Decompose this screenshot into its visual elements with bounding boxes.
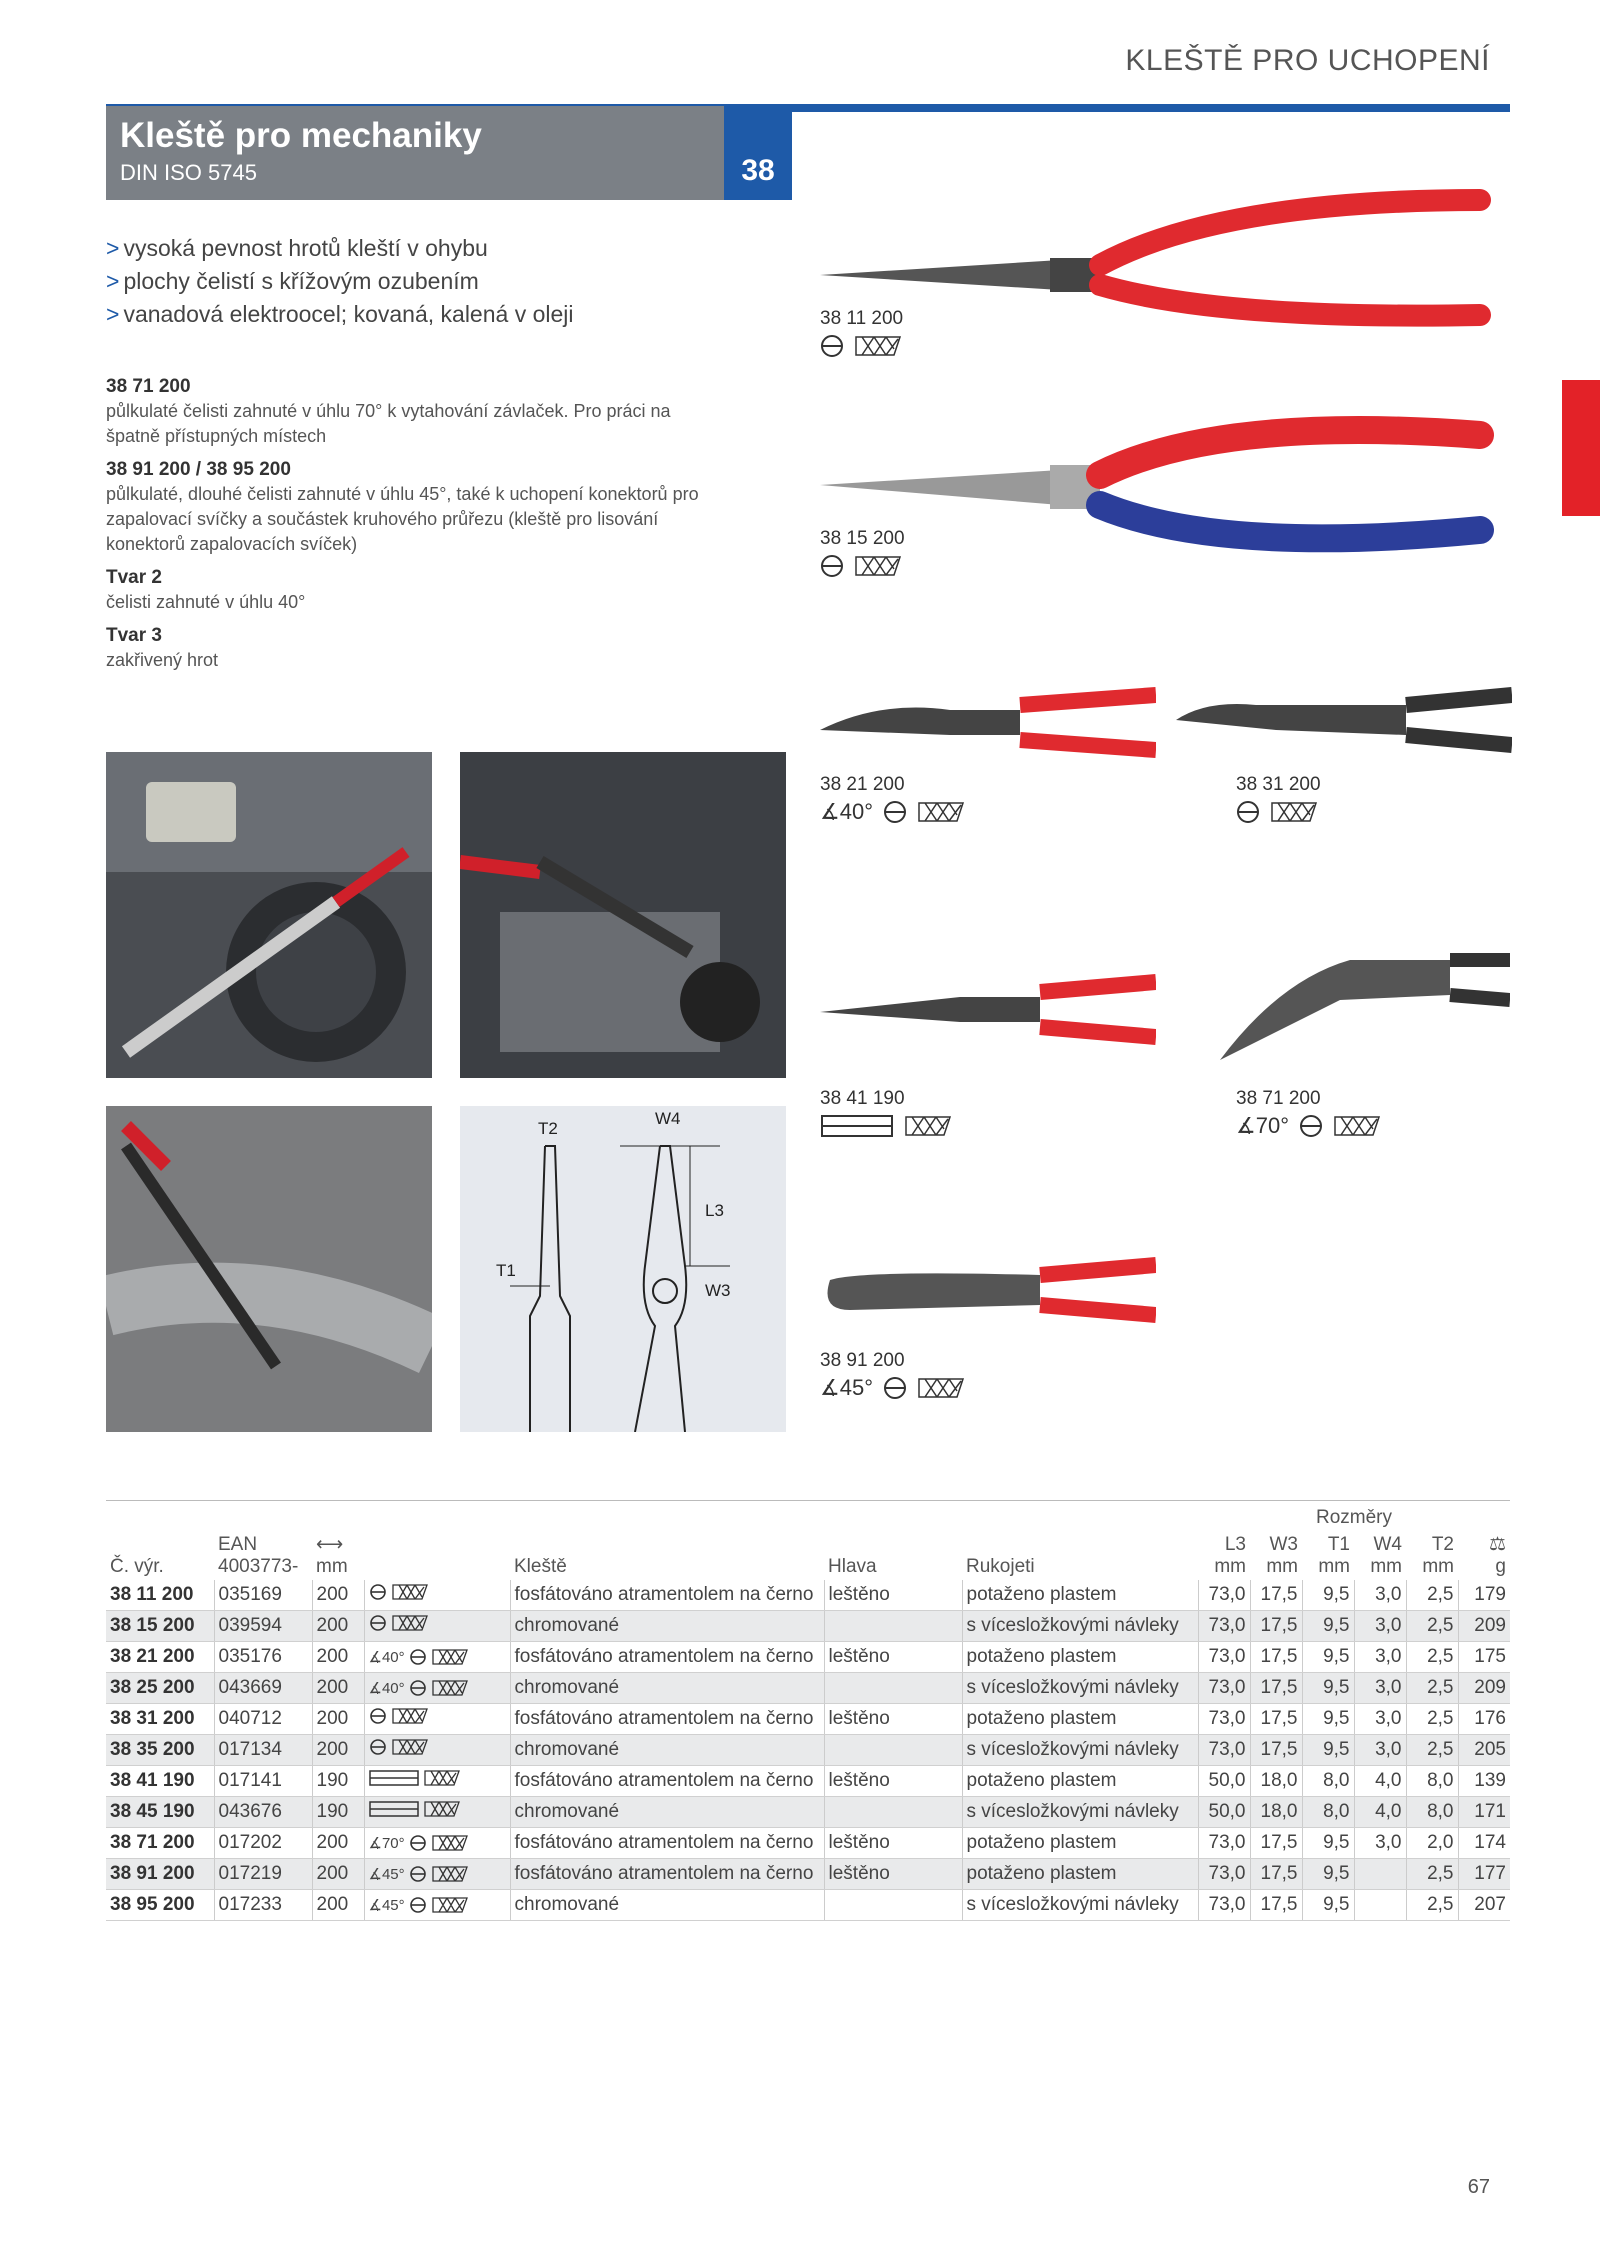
description-text: čelisti zahnuté v úhlu 40° — [106, 592, 306, 612]
cell-length: 200 — [312, 1890, 364, 1921]
cell-t2: 2,5 — [1406, 1735, 1458, 1766]
cell-weight: 207 — [1458, 1890, 1510, 1921]
cell-length: 200 — [312, 1828, 364, 1859]
cell-ean: 040712 — [214, 1704, 312, 1735]
cell-code: 38 71 200 — [106, 1828, 214, 1859]
col-ean: EAN 4003773- — [218, 1534, 299, 1577]
product-code: 38 15 200 — [820, 528, 905, 549]
table-row — [106, 1735, 1510, 1766]
table-row — [106, 1704, 1510, 1735]
cell-w3: 17,5 — [1250, 1828, 1302, 1859]
cell-l3: 50,0 — [1198, 1797, 1250, 1828]
dim-label: T1 — [496, 1261, 516, 1280]
cell-head — [824, 1797, 962, 1828]
feature-item: > vanadová elektroocel; kovaná, kalená v oleji — [106, 301, 574, 327]
cell-t2: 2,5 — [1406, 1704, 1458, 1735]
scale-icon: ⚖ — [1488, 1534, 1506, 1555]
half-round-jaw-icon — [883, 1376, 907, 1400]
cell-symbols — [364, 1797, 510, 1828]
length-arrow-icon: ⟷ — [316, 1534, 344, 1555]
cell-w4: 3,0 — [1354, 1828, 1406, 1859]
table-row — [106, 1859, 1510, 1890]
cell-handle: potaženo plastem — [962, 1580, 1198, 1611]
col-head: Hlava — [828, 1556, 877, 1577]
cell-t1: 9,5 — [1302, 1828, 1354, 1859]
bullet-arrow-icon: > — [106, 235, 120, 261]
half-round-jaw-icon — [820, 334, 844, 358]
product-code: 38 31 200 — [1236, 774, 1321, 795]
cell-l3: 73,0 — [1198, 1890, 1250, 1921]
cell-t1: 9,5 — [1302, 1642, 1354, 1673]
cell-code: 38 41 190 — [106, 1766, 214, 1797]
cell-symbols — [364, 1704, 510, 1735]
cell-handle: potaženo plastem — [962, 1828, 1198, 1859]
spec-table — [106, 1500, 1510, 1921]
cell-code: 38 95 200 — [106, 1890, 214, 1921]
cell-symbols — [364, 1859, 510, 1890]
cell-w3: 17,5 — [1250, 1611, 1302, 1642]
cross-serration-icon — [854, 335, 902, 357]
product-symbols — [820, 332, 902, 360]
product-symbols — [1236, 1112, 1381, 1140]
col-t2: T2 mm — [1422, 1534, 1454, 1577]
cell-head — [824, 1735, 962, 1766]
cell-t2: 2,0 — [1406, 1828, 1458, 1859]
product-symbols — [1236, 798, 1318, 826]
cell-handle: s vícesložkovými návleky — [962, 1735, 1198, 1766]
cross-serration-icon — [391, 1583, 429, 1601]
cell-code: 38 91 200 — [106, 1859, 214, 1890]
cell-t1: 9,5 — [1302, 1580, 1354, 1611]
cell-ean: 017141 — [214, 1766, 312, 1797]
half-round-jaw-icon — [369, 1614, 387, 1632]
cell-t2: 2,5 — [1406, 1580, 1458, 1611]
cross-serration-icon — [431, 1896, 469, 1914]
cell-w4: 3,0 — [1354, 1642, 1406, 1673]
flat-jaw-icon — [369, 1800, 419, 1818]
product-code: 38 71 200 — [1236, 1088, 1321, 1109]
cell-w3: 17,5 — [1250, 1580, 1302, 1611]
engine-photo-1 — [106, 752, 432, 1078]
cell-ean: 043676 — [214, 1797, 312, 1828]
col-l3: L3 mm — [1214, 1534, 1246, 1577]
cell-length: 200 — [312, 1642, 364, 1673]
product-code: 38 11 200 — [820, 308, 904, 329]
cell-length: 200 — [312, 1735, 364, 1766]
cross-serration-icon — [1333, 1115, 1381, 1137]
cell-plier: fosfátováno atramentolem na černo — [510, 1704, 824, 1735]
cell-w4 — [1354, 1859, 1406, 1890]
table-row — [106, 1890, 1510, 1921]
angle-icon: ∡70° — [1236, 1113, 1290, 1138]
product-symbols — [820, 798, 965, 826]
cell-t1: 9,5 — [1302, 1890, 1354, 1921]
cell-code: 38 25 200 — [106, 1673, 214, 1704]
cell-t2: 2,5 — [1406, 1611, 1458, 1642]
angle-icon: ∡70° — [368, 1835, 405, 1852]
cell-head — [824, 1890, 962, 1921]
cell-ean: 017134 — [214, 1735, 312, 1766]
cross-serration-icon — [423, 1769, 461, 1787]
dim-label: W3 — [705, 1281, 731, 1300]
cell-symbols — [364, 1611, 510, 1642]
cell-weight: 175 — [1458, 1642, 1510, 1673]
cell-w3: 17,5 — [1250, 1673, 1302, 1704]
feature-list — [106, 232, 574, 331]
description-block — [106, 366, 706, 673]
bullet-arrow-icon: > — [106, 301, 120, 327]
col-plier: Kleště — [514, 1556, 567, 1577]
half-round-jaw-icon — [409, 1648, 427, 1666]
cell-handle: potaženo plastem — [962, 1642, 1198, 1673]
cell-handle: s vícesložkovými návleky — [962, 1890, 1198, 1921]
product-item — [1236, 960, 1572, 1140]
angle-icon: ∡45° — [368, 1897, 405, 1914]
cell-t1: 9,5 — [1302, 1673, 1354, 1704]
cell-w3: 18,0 — [1250, 1797, 1302, 1828]
cross-serration-icon — [391, 1614, 429, 1632]
cell-t1: 9,5 — [1302, 1611, 1354, 1642]
table-row — [106, 1673, 1510, 1704]
cell-plier: chromované — [510, 1890, 824, 1921]
cell-symbols — [364, 1580, 510, 1611]
page-tab-marker — [1562, 380, 1600, 516]
product-item — [820, 400, 1156, 580]
cell-weight: 139 — [1458, 1766, 1510, 1797]
cell-ean: 035176 — [214, 1642, 312, 1673]
cell-handle: potaženo plastem — [962, 1704, 1198, 1735]
cell-plier: chromované — [510, 1611, 824, 1642]
cell-weight: 179 — [1458, 1580, 1510, 1611]
cross-serration-icon — [854, 555, 902, 577]
cross-serration-icon — [431, 1865, 469, 1883]
cross-serration-icon — [391, 1738, 429, 1756]
cell-l3: 73,0 — [1198, 1580, 1250, 1611]
cell-code: 38 11 200 — [106, 1580, 214, 1611]
dim-label: T2 — [538, 1119, 558, 1138]
cell-symbols — [364, 1642, 510, 1673]
bullet-arrow-icon: > — [106, 268, 120, 294]
product-symbols — [820, 1112, 952, 1140]
cell-plier: fosfátováno atramentolem na černo — [510, 1642, 824, 1673]
product-item — [820, 646, 1156, 826]
cell-w4: 3,0 — [1354, 1611, 1406, 1642]
section-title: KLEŠTĚ PRO UCHOPENÍ — [1125, 44, 1490, 77]
table-row — [106, 1642, 1510, 1673]
cell-w3: 17,5 — [1250, 1890, 1302, 1921]
cell-length: 200 — [312, 1580, 364, 1611]
cell-l3: 73,0 — [1198, 1828, 1250, 1859]
cell-handle: s vícesložkovými návleky — [962, 1797, 1198, 1828]
cell-ean: 017202 — [214, 1828, 312, 1859]
description-title: Tvar 3 — [106, 625, 162, 646]
col-code: Č. výr. — [110, 1556, 164, 1577]
table-body — [106, 1580, 1510, 1921]
table-row — [106, 1766, 1510, 1797]
cell-head — [824, 1611, 962, 1642]
cross-serration-icon — [431, 1648, 469, 1666]
cell-head: leštěno — [824, 1580, 962, 1611]
half-round-jaw-icon — [1236, 800, 1260, 824]
angle-icon: ∡45° — [820, 1375, 874, 1400]
half-round-jaw-icon — [820, 554, 844, 578]
cell-t2: 2,5 — [1406, 1642, 1458, 1673]
cell-weight: 174 — [1458, 1828, 1510, 1859]
cell-ean: 035169 — [214, 1580, 312, 1611]
cell-w4: 3,0 — [1354, 1704, 1406, 1735]
cell-length: 200 — [312, 1673, 364, 1704]
feature-item: > vysoká pevnost hrotů kleští v ohybu — [106, 235, 488, 261]
cell-w3: 18,0 — [1250, 1766, 1302, 1797]
table-row — [106, 1611, 1510, 1642]
cell-code: 38 31 200 — [106, 1704, 214, 1735]
chapter-number: 38 — [724, 106, 792, 200]
cross-serration-icon — [431, 1834, 469, 1852]
cell-t2: 8,0 — [1406, 1797, 1458, 1828]
cell-head: leštěno — [824, 1704, 962, 1735]
cell-l3: 73,0 — [1198, 1673, 1250, 1704]
cell-t2: 2,5 — [1406, 1859, 1458, 1890]
feature-item: > plochy čelistí s křížovým ozubením — [106, 268, 479, 294]
dimension-diagram — [460, 1106, 786, 1432]
cell-weight: 209 — [1458, 1611, 1510, 1642]
cell-t1: 9,5 — [1302, 1735, 1354, 1766]
cell-length: 190 — [312, 1797, 364, 1828]
cross-serration-icon — [423, 1800, 461, 1818]
cell-l3: 73,0 — [1198, 1704, 1250, 1735]
product-code: 38 91 200 — [820, 1350, 905, 1371]
cell-head — [824, 1673, 962, 1704]
half-round-jaw-icon — [1299, 1114, 1323, 1138]
cell-l3: 50,0 — [1198, 1766, 1250, 1797]
cell-symbols — [364, 1766, 510, 1797]
angle-icon: ∡45° — [368, 1866, 405, 1883]
engine-photo-3 — [106, 1106, 432, 1432]
cross-serration-icon — [917, 1377, 965, 1399]
product-symbols — [820, 1374, 965, 1402]
cross-serration-icon — [431, 1679, 469, 1697]
cross-serration-icon — [1270, 801, 1318, 823]
cell-w4 — [1354, 1890, 1406, 1921]
angle-icon: ∡40° — [368, 1649, 405, 1666]
cell-head: leštěno — [824, 1642, 962, 1673]
cell-l3: 73,0 — [1198, 1642, 1250, 1673]
cell-head: leštěno — [824, 1828, 962, 1859]
cell-plier: chromované — [510, 1735, 824, 1766]
cell-length: 190 — [312, 1766, 364, 1797]
product-item — [1236, 646, 1572, 826]
cell-t1: 9,5 — [1302, 1859, 1354, 1890]
angle-icon: ∡40° — [368, 1680, 405, 1697]
page-title: Kleště pro mechaniky — [120, 116, 482, 155]
cell-w3: 17,5 — [1250, 1859, 1302, 1890]
cell-weight: 176 — [1458, 1704, 1510, 1735]
cell-weight: 209 — [1458, 1673, 1510, 1704]
cell-weight: 171 — [1458, 1797, 1510, 1828]
cell-symbols — [364, 1828, 510, 1859]
col-t1: T1 mm — [1318, 1534, 1350, 1577]
cell-ean: 017219 — [214, 1859, 312, 1890]
cell-weight: 205 — [1458, 1735, 1510, 1766]
cell-w3: 17,5 — [1250, 1642, 1302, 1673]
cell-w3: 17,5 — [1250, 1735, 1302, 1766]
cell-handle: potaženo plastem — [962, 1766, 1198, 1797]
engine-photo-2 — [460, 752, 786, 1078]
half-round-jaw-icon — [409, 1679, 427, 1697]
dim-label: L3 — [705, 1201, 724, 1220]
cell-handle: s vícesložkovými návleky — [962, 1673, 1198, 1704]
page-number: 67 — [1467, 2176, 1490, 2198]
cell-l3: 73,0 — [1198, 1611, 1250, 1642]
cell-w4: 3,0 — [1354, 1580, 1406, 1611]
description-text: půlkulaté čelisti zahnuté v úhlu 70° k vytahování závlaček. Pro práci na špatně přístupných místech — [106, 401, 671, 446]
cell-length: 200 — [312, 1704, 364, 1735]
table-row — [106, 1828, 1510, 1859]
cell-handle: potaženo plastem — [962, 1859, 1198, 1890]
cell-head: leštěno — [824, 1766, 962, 1797]
product-item — [820, 1222, 1156, 1402]
cell-code: 38 45 190 — [106, 1797, 214, 1828]
cell-l3: 73,0 — [1198, 1735, 1250, 1766]
product-symbols — [820, 552, 902, 580]
description-text: zakřivený hrot — [106, 650, 219, 670]
cross-serration-icon — [904, 1115, 952, 1137]
table-header-row — [106, 1531, 1510, 1580]
title-box — [106, 106, 724, 200]
cell-ean: 039594 — [214, 1611, 312, 1642]
cell-length: 200 — [312, 1611, 364, 1642]
cell-ean: 043669 — [214, 1673, 312, 1704]
cell-l3: 73,0 — [1198, 1859, 1250, 1890]
cross-serration-icon — [391, 1707, 429, 1725]
table-row — [106, 1580, 1510, 1611]
flat-jaw-icon — [820, 1113, 894, 1139]
description-text: půlkulaté, dlouhé čelisti zahnuté v úhlu 45°, také k uchopení konektorů pro zapalovací svíčky a součástek kruhového průřezu (kleště pro lisování konektorů zapalovacích svíček) — [106, 484, 699, 554]
flat-jaw-icon — [369, 1769, 419, 1787]
col-w4: W4 mm — [1370, 1534, 1402, 1577]
cell-symbols — [364, 1673, 510, 1704]
cell-plier: fosfátováno atramentolem na černo — [510, 1766, 824, 1797]
cell-code: 38 35 200 — [106, 1735, 214, 1766]
col-length: ⟷ mm — [316, 1534, 348, 1577]
product-code: 38 41 190 — [820, 1088, 905, 1109]
cell-w4: 3,0 — [1354, 1735, 1406, 1766]
dim-label: W4 — [655, 1109, 681, 1128]
cell-plier: fosfátováno atramentolem na černo — [510, 1580, 824, 1611]
cell-weight: 177 — [1458, 1859, 1510, 1890]
cell-w4: 4,0 — [1354, 1797, 1406, 1828]
cell-head: leštěno — [824, 1859, 962, 1890]
cell-w3: 17,5 — [1250, 1704, 1302, 1735]
cell-t1: 8,0 — [1302, 1766, 1354, 1797]
col-w3: W3 mm — [1266, 1534, 1298, 1577]
page-subtitle: DIN ISO 5745 — [120, 160, 257, 185]
cell-t2: 2,5 — [1406, 1673, 1458, 1704]
cross-serration-icon — [917, 801, 965, 823]
half-round-jaw-icon — [409, 1834, 427, 1852]
product-item — [820, 180, 1156, 360]
cell-plier: fosfátováno atramentolem na černo — [510, 1859, 824, 1890]
angle-icon: ∡40° — [820, 799, 874, 824]
half-round-jaw-icon — [409, 1896, 427, 1914]
cell-w4: 4,0 — [1354, 1766, 1406, 1797]
cell-length: 200 — [312, 1859, 364, 1890]
cell-code: 38 15 200 — [106, 1611, 214, 1642]
cell-code: 38 21 200 — [106, 1642, 214, 1673]
description-title: 38 71 200 — [106, 376, 191, 397]
half-round-jaw-icon — [369, 1583, 387, 1601]
col-weight: ⚖ g — [1488, 1534, 1506, 1577]
cell-w4: 3,0 — [1354, 1673, 1406, 1704]
cell-t2: 8,0 — [1406, 1766, 1458, 1797]
description-title: Tvar 2 — [106, 567, 162, 588]
table-row — [106, 1797, 1510, 1828]
product-item — [820, 960, 1156, 1140]
half-round-jaw-icon — [369, 1707, 387, 1725]
cell-plier: chromované — [510, 1797, 824, 1828]
description-title: 38 91 200 / 38 95 200 — [106, 459, 291, 480]
table-header-row — [106, 1501, 1510, 1532]
half-round-jaw-icon — [883, 800, 907, 824]
cell-t2: 2,5 — [1406, 1890, 1458, 1921]
dimensions-group-header: Rozměry — [1198, 1501, 1510, 1532]
product-code: 38 21 200 — [820, 774, 905, 795]
half-round-jaw-icon — [369, 1738, 387, 1756]
col-handle: Rukojeti — [966, 1556, 1035, 1577]
cell-t1: 9,5 — [1302, 1704, 1354, 1735]
cell-symbols — [364, 1890, 510, 1921]
cell-handle: s vícesložkovými návleky — [962, 1611, 1198, 1642]
cell-plier: fosfátováno atramentolem na černo — [510, 1828, 824, 1859]
col-symbols — [364, 1531, 510, 1580]
cell-ean: 017233 — [214, 1890, 312, 1921]
cell-plier: chromované — [510, 1673, 824, 1704]
half-round-jaw-icon — [409, 1865, 427, 1883]
cell-t1: 8,0 — [1302, 1797, 1354, 1828]
cell-symbols — [364, 1735, 510, 1766]
